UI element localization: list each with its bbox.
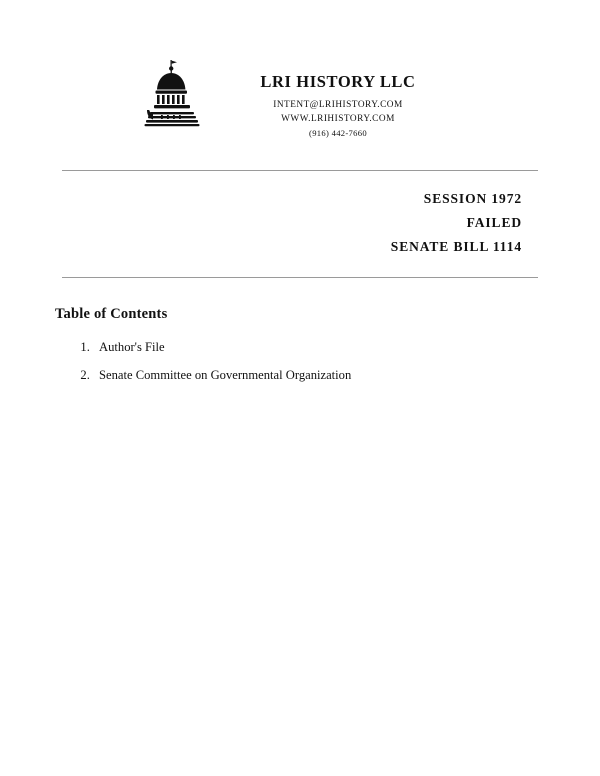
session-year: SESSION 1972 (423, 191, 522, 206)
capitol-dome-logo (137, 58, 207, 130)
organization-name: LRI HISTORY LLC (260, 72, 416, 91)
bill-status: FAILED (466, 215, 522, 230)
organization-website: WWW.LRIHISTORY.COM (281, 114, 395, 124)
organization-phone: (916) 442-7660 (309, 128, 367, 138)
organization-email: INTENT@LRIHISTORY.COM (273, 100, 403, 110)
table-of-contents-list (55, 339, 600, 384)
organization-block (213, 58, 463, 138)
list-item: 2. Senate Committee on Governmental Organization (93, 367, 600, 383)
document-header (0, 0, 600, 138)
list-item: 1. Author's File (93, 339, 600, 355)
bill-number: SENATE BILL 1114 (390, 239, 522, 254)
bill-summary (0, 171, 600, 255)
table-of-contents (0, 278, 600, 384)
table-of-contents-title: Table of Contents (55, 306, 168, 322)
